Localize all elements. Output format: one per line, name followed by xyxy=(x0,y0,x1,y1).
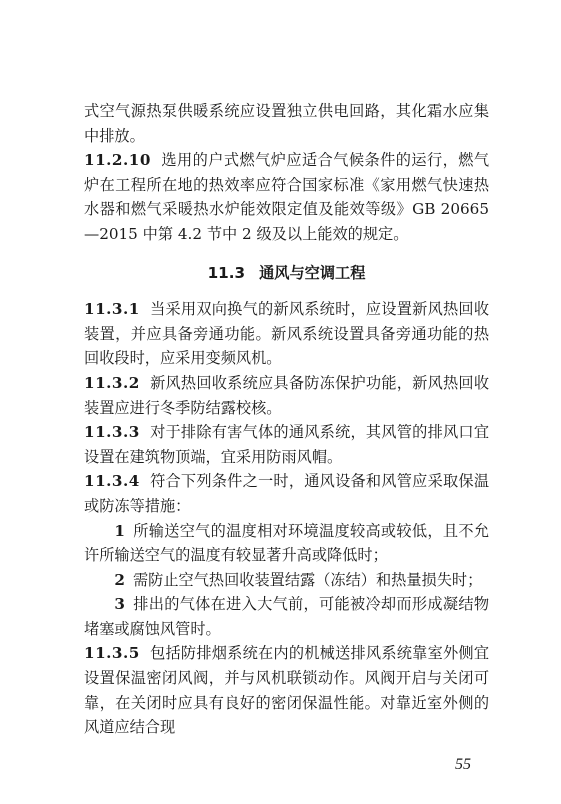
clause-text: 包括防排烟系统在内的机械送排风系统靠室外侧宜设置保温密闭风阀，并与风机联锁动作。风阀开启与关闭可靠，在关闭时应具有良好的密闭保温性能。对靠近室外侧的风道应结合现 xyxy=(84,644,489,737)
clause-number: 11.3.5 xyxy=(84,644,140,663)
item-number: 1 xyxy=(114,521,125,540)
item-number: 2 xyxy=(114,570,125,589)
clause-text: 当采用双向换气的新风系统时，应设置新风热回收装置，并应具备旁通功能。新风系统设置具备旁通功能的热回收段时，应采用变频风机。 xyxy=(84,300,489,368)
page-number: 55 xyxy=(455,756,471,773)
page-content xyxy=(84,99,489,740)
clause-number: 11.3.1 xyxy=(84,300,140,319)
item-text: 需防止空气热回收装置结露（冻结）和热量损失时； xyxy=(132,570,483,589)
clause-number: 11.3.4 xyxy=(84,472,140,491)
clause-number: 11.3.3 xyxy=(84,423,140,442)
section-heading xyxy=(84,261,489,286)
clause-number: 11.2.10 xyxy=(84,151,151,170)
clause-11-3-4 xyxy=(84,469,489,518)
list-item-3 xyxy=(84,592,489,641)
section-number: 11.3 xyxy=(207,263,246,282)
section-title: 通风与空调工程 xyxy=(259,263,366,282)
clause-text: 符合下列条件之一时，通风设备和风管应采取保温或防冻等措施： xyxy=(84,472,489,515)
clause-11-3-1 xyxy=(84,297,489,371)
clause-number: 11.3.2 xyxy=(84,373,140,392)
clause-11-3-2 xyxy=(84,371,489,420)
clause-text: 新风热回收系统应具备防冻保护功能，新风热回收装置应进行冬季防结露校核。 xyxy=(84,373,489,417)
clause-11-2-10 xyxy=(84,148,489,246)
lead-paragraph: 式空气源热泵供暖系统应设置独立供电回路，其化霜水应集中排放。 xyxy=(84,102,489,145)
item-number: 3 xyxy=(114,595,125,614)
clause-11-3-3 xyxy=(84,420,489,469)
item-text: 所输送空气的温度相对环境温度较高或较低，且不允许所输送空气的温度有较显著升高或降低时； xyxy=(84,521,489,565)
clause-text: 选用的户式燃气炉应适合气候条件的运行，燃气炉在工程所在地的热效率应符合国家标准《家用燃气快速热水器和燃气采暖热水炉能效限定值及能效等级》GB 20665—2015 中第 4.2 节中 2 级及以上能效的规定。 xyxy=(84,151,489,243)
list-item-1 xyxy=(84,519,489,568)
clause-text: 对于排除有害气体的通风系统，其风管的排风口宜设置在建筑物顶端，宜采用防雨风帽。 xyxy=(84,423,489,466)
item-text: 排出的气体在进入大气前，可能被冷却而形成凝结物堵塞或腐蚀风管时。 xyxy=(84,595,489,638)
list-item-2 xyxy=(84,568,489,593)
clause-11-3-5 xyxy=(84,641,489,739)
